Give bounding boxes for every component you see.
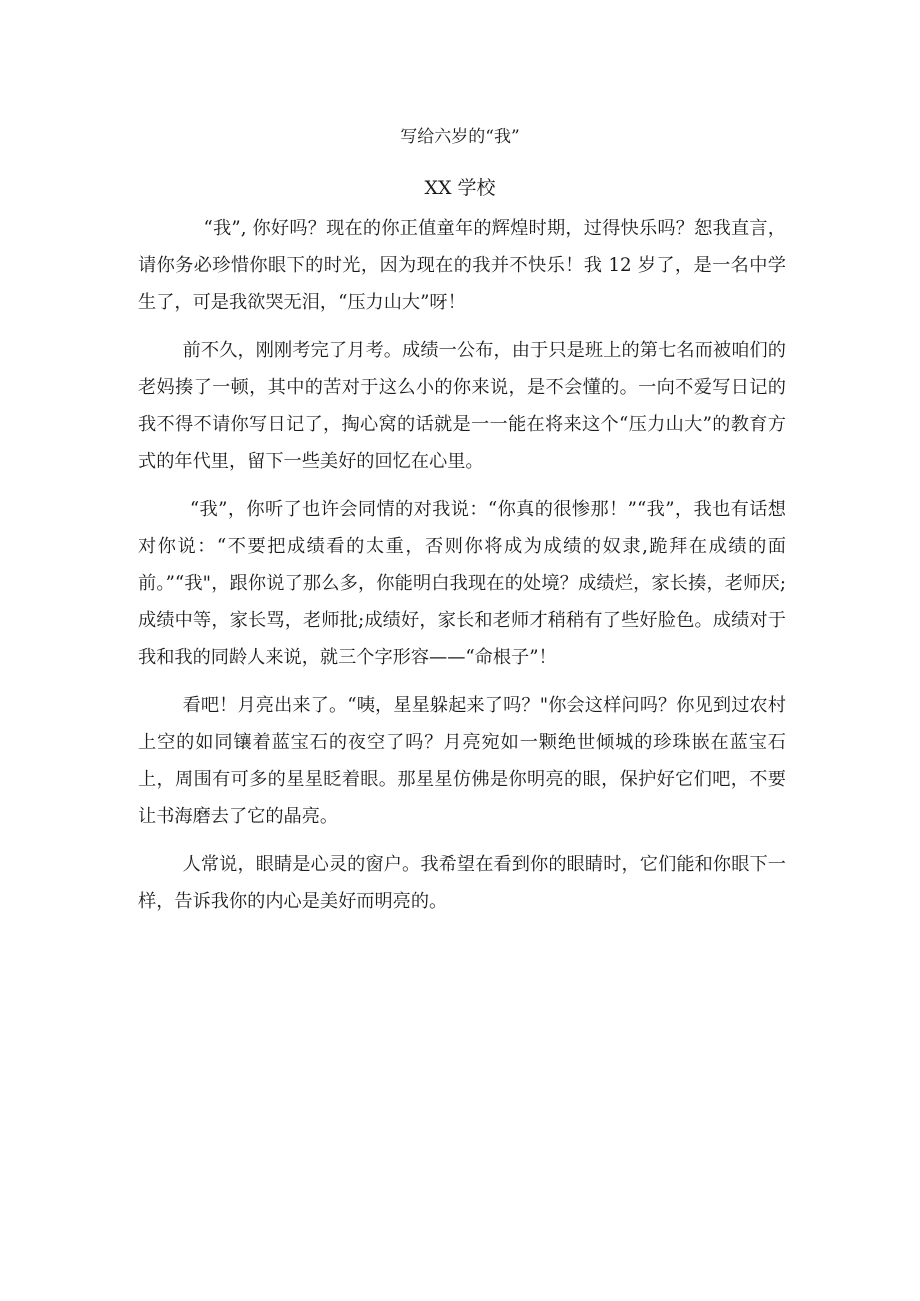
document-title: 写给六岁的“我” [400,127,520,147]
paragraph-2: 前不久，刚刚考完了月考。成绩一公布，由于只是班上的第七名而被咱们的老妈揍了一顿，其中的苦对于这么小的你来说，是不会懂的。一向不爱写日记的我不得不请你写日记了，掏心窝的话就是一一能在将来这个“压力山大”的教育方式的年代里，留下一些美好的回忆在心里。 [138,340,786,472]
document-body [138,210,786,931]
school-name: XX 学校 [424,177,496,199]
paragraph-1: “我”, 你好吗？现在的你正值童年的辉煌时期，过得快乐吗？恕我直言，请你务必珍惜你眼下的时光，因为现在的我并不快乐！我 12 岁了，是一名中学生了，可是我欲哭无泪，“压力山大”呀！ [138,218,786,313]
paragraph-3: “我”，你听了也许会同情的对我说：“你真的很惨那！”“我”，我也有话想对你说：“不要把成绩看的太重，否则你将成为成绩的奴隶,跪拜在成绩的面前。”“我"，跟你说了那么多，你能明白我现在的处境？成绩烂，家长揍，老师厌;成绩中等，家长骂，老师批;成绩好，家长和老师才稍稍有了些好脸色。成绩对于我和我的同龄人来说，就三个字形容——“命根子”！ [138,499,786,668]
paragraph-4: 看吧！月亮出来了。“咦，星星躲起来了吗？"你会这样问吗？你见到过农村上空的如同镶着蓝宝石的夜空了吗？月亮宛如一颗绝世倾城的珍珠嵌在蓝宝石上，周围有可多的星星眨着眼。那星星仿佛是你明亮的眼，保护好它们吧，不要让书海磨去了它的晶亮。 [138,695,786,827]
paragraph-5: 人常说，眼睛是心灵的窗户。我希望在看到你的眼睛时，它们能和你眼下一样，告诉我你的内心是美好而明亮的。 [138,854,786,912]
